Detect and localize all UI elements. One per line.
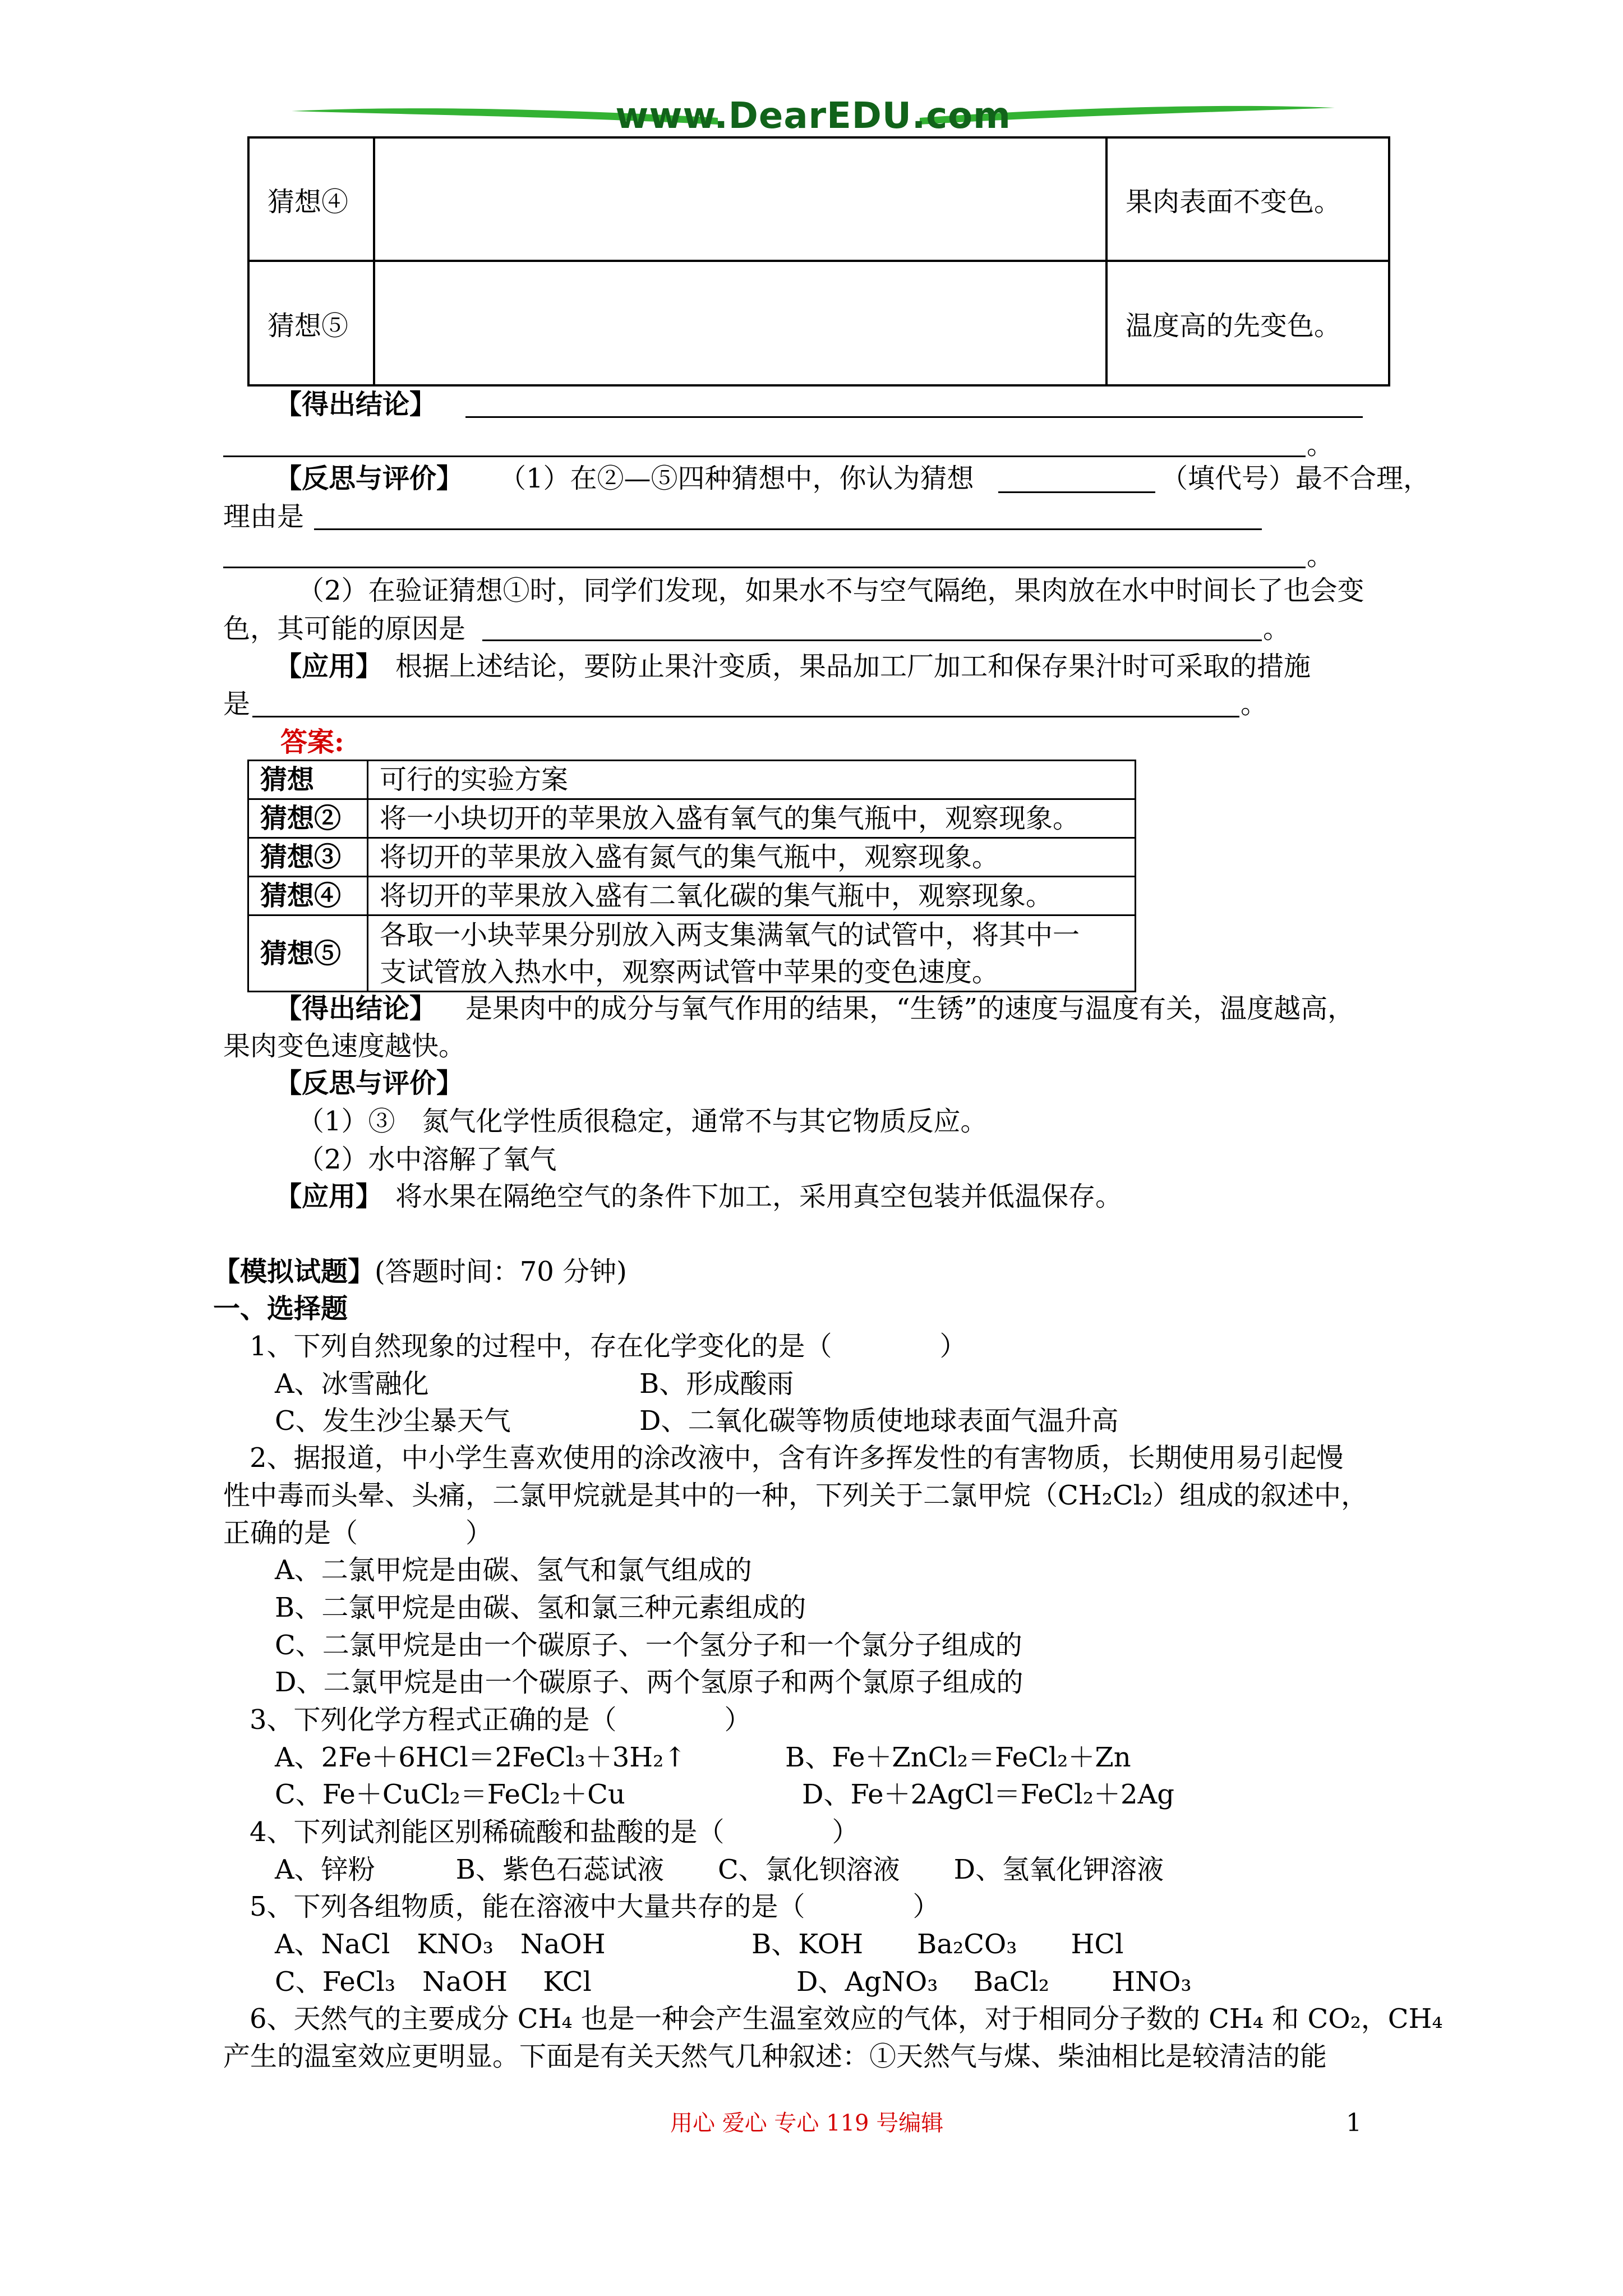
reflection-reason-label: 理由是 [223, 501, 305, 532]
answer-conclusion-text-2: 果肉变色速度越快。 [223, 1030, 466, 1062]
table-row [248, 761, 1136, 799]
q1-option-b: B、形成酸雨 [639, 1368, 794, 1400]
question-3: 3、下列化学方程式正确的是（ ） [250, 1704, 751, 1736]
header-banner [292, 95, 1335, 140]
answer-table [247, 760, 1136, 992]
reflection-q1-blank [998, 491, 1155, 493]
question-1: 1、下列自然现象的过程中，存在化学变化的是（ ） [250, 1331, 967, 1362]
q3-option-c: C、Fe＋CuCl₂＝FeCl₂＋Cu [275, 1779, 625, 1810]
table-cell-plan: 将切开的苹果放入盛有二氧化碳的集气瓶中，观察现象。 [368, 877, 1136, 915]
answer-conclusion-label: 【得出结论】 [275, 993, 437, 1024]
q4-options: A、锌粉 B、紫色石蕊试液 C、氯化钡溶液 D、氢氧化钾溶液 [275, 1854, 1164, 1885]
question-5: 5、下列各组物质，能在溶液中大量共存的是（ ） [250, 1891, 940, 1922]
table-row [248, 799, 1136, 838]
table-header-cell: 可行的实验方案 [368, 761, 1136, 799]
plan-line: 支试管放入热水中，观察两试管中苹果的变色速度。 [380, 956, 999, 988]
table-row [248, 877, 1136, 915]
table-row [248, 915, 1136, 992]
mock-time: (答题时间：70 分钟) [375, 1256, 627, 1287]
answer-conclusion-text: 是果肉中的成分与氧气作用的结果，“生锈”的速度与温度有关，温度越高， [465, 993, 1355, 1024]
reflection-reason-blank-2 [223, 567, 1306, 568]
table-cell-label: 猜想④ [248, 877, 368, 915]
q5-option-b: B、KOH Ba₂CO₃ HCl [751, 1929, 1124, 1960]
section-title: 一、选择题 [213, 1293, 348, 1324]
q1-option-a: A、冰雪融化 [275, 1368, 429, 1400]
reflection-q2-line2: 色，其可能的原因是 [223, 613, 466, 645]
q2-option-d: D、二氯甲烷是由一个碳原子、两个氢原子和两个氯原子组成的 [275, 1667, 1023, 1698]
q3-option-d: D、Fe＋2AgCl＝FeCl₂＋2Ag [802, 1779, 1174, 1810]
application-label: 【应用】 [275, 651, 383, 682]
table-header-cell: 猜想 [248, 761, 368, 799]
page-number: 1 [1346, 2109, 1362, 2137]
table-row [248, 261, 1389, 385]
answer-reflection-2: （2）水中溶解了氧气 [297, 1144, 557, 1175]
reflection-end: 。 [1307, 540, 1334, 572]
application-text-2: 是 [223, 688, 251, 720]
q2-option-a: A、二氯甲烷是由碳、氢气和氯气组成的 [275, 1554, 752, 1586]
q5-option-d: D、AgNO₃ BaCl₂ HNO₃ [796, 1966, 1192, 1998]
q1-option-c: C、发生沙尘暴天气 [275, 1405, 511, 1437]
reflection-q2-end: 。 [1263, 613, 1290, 645]
answer-reflection-label: 【反思与评价】 [275, 1068, 464, 1099]
table-cell-plan: 将一小块切开的苹果放入盛有氧气的集气瓶中，观察现象。 [368, 799, 1136, 838]
table-row [248, 137, 1389, 261]
answer-title: 答案: [280, 726, 344, 758]
reflection-reason-blank-1 [314, 528, 1262, 530]
question-6-line1: 6、天然气的主要成分 CH₄ 也是一种会产生温室效应的气体，对于相同分子数的 CH₄ 和 CO₂，CH₄ [250, 2003, 1443, 2035]
answer-reflection-1: （1）③ 氮气化学性质很稳定，通常不与其它物质反应。 [297, 1106, 988, 1137]
reflection-q1-text: （1）在②—⑤四种猜想中，你认为猜想 [499, 463, 974, 494]
site-logo: www.DearEDU.com [615, 95, 1011, 137]
table-row [248, 838, 1136, 877]
reflection-q2-line1: （2）在验证猜想①时，同学们发现，如果水不与空气隔绝，果肉放在水中时间长了也会变 [297, 575, 1364, 606]
q1-option-d: D、二氧化碳等物质使地球表面气温升高 [639, 1405, 1119, 1437]
table-cell-label: 猜想⑤ [248, 261, 374, 385]
q2-option-b: B、二氯甲烷是由碳、氢和氯三种元素组成的 [275, 1592, 806, 1623]
application-text: 根据上述结论，要防止果汁变质，果品加工厂加工和保存果汁时可采取的措施 [395, 651, 1311, 682]
conclusion-blank-2 [223, 455, 1306, 457]
table-cell-label: 猜想④ [248, 137, 374, 261]
question-2-line3: 正确的是（ ） [223, 1517, 493, 1549]
table-cell-empty [374, 261, 1106, 385]
question-2-line1: 2、据报道，中小学生喜欢使用的涂改液中，含有许多挥发性的有害物质，长期使用易引起慢 [250, 1442, 1344, 1474]
table-cell-empty [374, 137, 1106, 261]
conclusion-label: 【得出结论】 [275, 389, 437, 420]
q3-option-a: A、2Fe＋6HCl＝2FeCl₃＋3H₂↑ [275, 1742, 686, 1773]
table-cell-label: 猜想② [248, 799, 368, 838]
plan-line: 各取一小块苹果分别放入两支集满氧气的试管中，将其中一 [380, 919, 1080, 951]
mock-header [213, 1253, 627, 1290]
question-2-line2 [223, 1477, 1368, 1514]
conclusion-blank-1 [465, 416, 1363, 418]
table-cell-label: 猜想⑤ [248, 915, 368, 992]
q3-option-b: B、Fe＋ZnCl₂＝FeCl₂＋Zn [785, 1742, 1131, 1773]
q2-text: 性中毒而头晕、头痛，二氯甲烷就是其中的一种，下列关于二氯甲烷（ [223, 1480, 1058, 1511]
table-cell-result: 果肉表面不变色。 [1106, 137, 1389, 261]
q5-option-c: C、FeCl₃ NaOH KCl [275, 1966, 592, 1998]
reflection-q1-suffix: （填代号）最不合理， [1161, 463, 1431, 494]
q2-formula: CH₂Cl₂ [1058, 1480, 1153, 1511]
q5-option-a: A、NaCl KNO₃ NaOH [275, 1929, 606, 1960]
table-cell-label: 猜想③ [248, 838, 368, 877]
question-4: 4、下列试剂能区别稀硫酸和盐酸的是（ ） [250, 1816, 859, 1848]
q2-option-c: C、二氯甲烷是由一个碳原子、一个氢分子和一个氯分子组成的 [275, 1630, 1022, 1661]
reflection-label: 【反思与评价】 [275, 463, 464, 494]
q2-text: ）组成的叙述中， [1152, 1480, 1368, 1511]
application-blank [252, 716, 1239, 717]
answer-application-label: 【应用】 [275, 1181, 383, 1212]
application-end: 。 [1241, 688, 1268, 720]
answer-application-text: 将水果在隔绝空气的条件下加工，采用真空包装并低温保存。 [395, 1181, 1123, 1212]
table-cell-result: 温度高的先变色。 [1106, 261, 1389, 385]
question-6-line2: 产生的温室效应更明显。下面是有关天然气几种叙述：①天然气与煤、柴油相比是较清洁的能 [223, 2041, 1327, 2072]
table-cell-plan [368, 915, 1136, 992]
table-cell-plan: 将切开的苹果放入盛有氮气的集气瓶中，观察现象。 [368, 838, 1136, 877]
conclusion-end: 。 [1307, 429, 1334, 461]
mock-label: 【模拟试题】 [213, 1256, 375, 1287]
reflection-q2-blank [482, 639, 1262, 641]
footer-text: 用心 爱心 专心 119 号编辑 [670, 2110, 944, 2136]
hypothesis-table [247, 136, 1390, 386]
